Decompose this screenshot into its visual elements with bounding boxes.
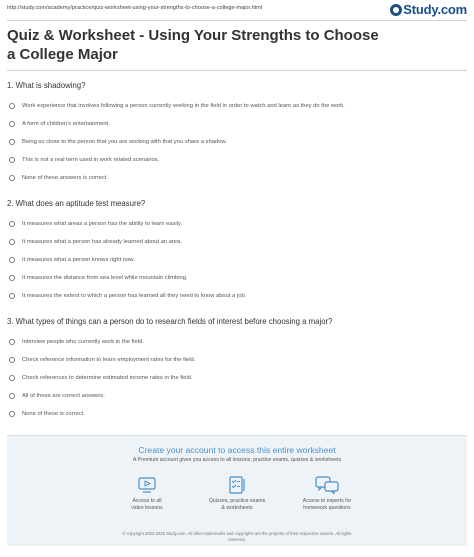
answer-option[interactable] [7, 387, 467, 405]
radio-icon[interactable] [9, 375, 15, 381]
answer-option[interactable] [7, 115, 467, 133]
answer-text: None of these answers is correct. [22, 174, 109, 181]
answer-option[interactable] [7, 351, 467, 369]
answer-text: This is not a real term used in work related scenarios. [22, 156, 160, 163]
promo-subtitle: A Premium account gives you access to all lessons, practice exams, quizzes & worksheets [132, 457, 342, 463]
radio-icon[interactable] [9, 221, 15, 227]
answer-text: It measures the distance from sea level while mountain climbing. [22, 274, 188, 281]
top-bar [7, 2, 469, 17]
study-logo-text: Study.com [403, 2, 467, 17]
answer-option[interactable] [7, 269, 467, 287]
answer-text: Check reference information to learn employment rates for the field. [22, 356, 196, 363]
answer-option[interactable] [7, 215, 467, 233]
answer-option[interactable] [7, 405, 467, 423]
radio-icon[interactable] [9, 139, 15, 145]
radio-icon[interactable] [9, 393, 15, 399]
question-title: 1. What is shadowing? [7, 81, 86, 90]
answer-text: Being so close to the person that you are working with that you share a shadow. [22, 138, 227, 145]
answer-text: It measures what a person knows right now. [22, 256, 135, 263]
radio-icon[interactable] [9, 293, 15, 299]
answer-option[interactable] [7, 151, 467, 169]
answer-text: All of these are correct answers. [22, 392, 105, 399]
page-title: Quiz & Worksheet - Using Your Strengths to Choose a College Major [7, 27, 379, 63]
feature-line-2: & worksheets [221, 505, 253, 511]
promo-title-link[interactable]: Create your account to access this entire worksheet [138, 445, 336, 455]
title-divider [7, 70, 467, 71]
answer-text: Work experience that involves following a person currently working in the field in order to watch and learn as they do the work. [22, 102, 345, 109]
question-3 [7, 317, 467, 422]
copyright-line-1: © copyright 2003-2020 Study.com. All other trademarks and copyrights are the property of their respective owners. All rights [122, 531, 352, 536]
radio-icon[interactable] [9, 121, 15, 127]
answer-text: It measures what a person has already learned about an area. [22, 238, 182, 245]
radio-icon[interactable] [9, 103, 15, 109]
answer-text: Interview people who currently work in the field. [22, 338, 144, 345]
question-2 [7, 199, 467, 304]
radio-icon[interactable] [9, 257, 15, 263]
feature-line-1: Quizzes, practice exams [208, 498, 266, 504]
answer-text: None of these is correct. [22, 410, 85, 417]
radio-icon[interactable] [9, 339, 15, 345]
quiz-worksheet-icon [226, 476, 248, 494]
question-title: 3. What types of things can a person do to research fields of interest before choosing a major? [7, 317, 333, 326]
radio-icon[interactable] [9, 157, 15, 163]
feature-video-lessons [102, 476, 192, 512]
radio-icon[interactable] [9, 239, 15, 245]
question-title: 2. What does an aptitude test measure? [7, 199, 146, 208]
premium-promo [7, 435, 467, 546]
radio-icon[interactable] [9, 175, 15, 181]
copyright-notice [90, 531, 384, 543]
answer-option[interactable] [7, 169, 467, 187]
video-lesson-icon [137, 476, 157, 494]
answer-text: A form of children's entertainment. [22, 120, 110, 127]
answer-option[interactable] [7, 287, 467, 305]
answer-option[interactable] [7, 233, 467, 251]
feature-line-1: Access to all [132, 498, 162, 504]
answer-option[interactable] [7, 97, 467, 115]
answer-text: It measures what areas a person has the ability to learn easily. [22, 220, 183, 227]
study-logo[interactable] [390, 2, 467, 17]
expert-chat-icon [315, 476, 339, 494]
feature-experts [282, 476, 372, 512]
header-divider [7, 20, 467, 21]
copyright-line-2: reserved. [228, 537, 246, 542]
answer-option[interactable] [7, 369, 467, 387]
radio-icon[interactable] [9, 357, 15, 363]
answer-option[interactable] [7, 251, 467, 269]
radio-icon[interactable] [9, 411, 15, 417]
study-logo-icon [390, 4, 402, 16]
radio-icon[interactable] [9, 275, 15, 281]
feature-line-2: homework questions [303, 505, 351, 511]
page-url: http://study.com/academy/practice/quiz-worksheet-using-your-strengths-to-choose-a-college-major.html [7, 5, 263, 11]
answer-option[interactable] [7, 333, 467, 351]
answer-option[interactable] [7, 133, 467, 151]
answer-text: It measures the extent to which a person has learned all they need to know about a job. [22, 292, 247, 299]
feature-quizzes [192, 476, 282, 512]
question-1 [7, 81, 467, 186]
answer-text: Check references to determine estimated income rates in the field. [22, 374, 193, 381]
feature-line-1: Access to experts for [302, 498, 352, 504]
feature-line-2: video lessons [131, 505, 163, 511]
